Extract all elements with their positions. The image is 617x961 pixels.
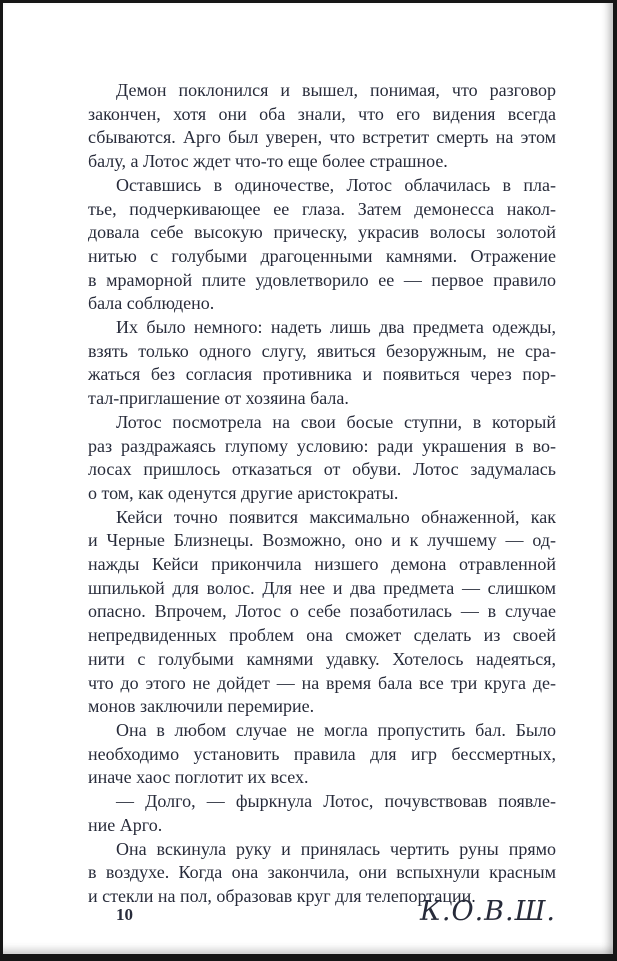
- text-line: Она вскинула руку и принялась чертить руны прямо: [116, 838, 556, 859]
- text-line: нити с голубыми камнями удавку. Хотелось надеяться,: [88, 648, 556, 669]
- text-line: закончен, хотя они оба знали, что его видения всегда: [88, 103, 556, 124]
- text-line: бала соблюдено.: [88, 293, 215, 314]
- text-line: непредвиденных проблем она сможет сделать из своей: [88, 625, 556, 646]
- text-line: иначе хаос поглотит их всех.: [88, 767, 309, 788]
- text-line: нажды Кейси прикончила низшего демона отравленной: [88, 554, 556, 575]
- text-line: Оставшись в одиночестве, Лотос облачилась в пла-: [116, 174, 556, 195]
- text-line: лосах пришлось отказаться от обуви. Лотос задумалась: [88, 459, 556, 480]
- page-footer: [88, 896, 556, 927]
- text-line: шпилькой для волос. Для нее и два предмета — слишком: [88, 577, 556, 598]
- text-line: Кейси точно появится максимально обнаженной, как: [116, 506, 556, 527]
- text-line: жаться без согласия противника и появиться через пор-: [88, 364, 556, 385]
- text-line: в мраморной плите удовлетворило ее — первое правило: [88, 269, 556, 290]
- text-line: о том, как оденутся другие аристократы.: [88, 482, 399, 503]
- text-line: нитью с голубыми драгоценными камнями. Отражение: [88, 245, 556, 266]
- text-line: балу, а Лотос ждет что-то еще более страшное.: [88, 151, 448, 172]
- text-line: довала себе высокую прическу, украсив волосы золотой: [88, 222, 556, 243]
- text-line: Лотос посмотрела на свои босые ступни, в который: [116, 411, 556, 432]
- text-line: опасно. Впрочем, Лотос о себе позаботилась — в случае: [88, 601, 556, 622]
- text-line: Она в любом случае не могла пропустить бал. Было: [116, 719, 556, 740]
- text-line: тал-приглашение от хозяина бала.: [88, 388, 349, 409]
- text-line: и Черные Близнецы. Возможно, оно и к лучшему — од-: [88, 530, 556, 551]
- text-line: что до этого не дойдет — на время бала все три круга де-: [88, 672, 556, 693]
- page-text: [88, 79, 556, 909]
- text-line: необходимо установить правила для игр бессмертных,: [88, 743, 556, 764]
- text-line: и стекли на пол, образовав круг для телепортации.: [88, 885, 476, 906]
- author-signature: К.О.В.Ш.: [419, 896, 556, 927]
- text-line: ние Арго.: [88, 814, 163, 835]
- text-line: взять только одного слугу, явиться безоружным, не сра-: [88, 340, 556, 361]
- text-line: в воздухе. Когда она закончила, они вспыхнули красным: [88, 862, 556, 883]
- text-line: Их было немного: надеть лишь два предмета одежды,: [116, 317, 556, 338]
- text-line: — Долго, — фыркнула Лотос, почувствовав появле-: [116, 791, 556, 812]
- text-line: Демон поклонился и вышел, понимая, что разговор: [116, 80, 556, 100]
- text-line: сбываются. Арго был уверен, что встретит смерть на этом: [88, 127, 556, 148]
- text-line: раз раздражаясь глупому условию: ради украшения в во-: [88, 435, 556, 456]
- text-line: монов заключили перемирие.: [88, 696, 315, 717]
- text-line: тье, подчеркивающее ее глаза. Затем демонесса накол-: [88, 198, 556, 219]
- page-number: 10: [116, 905, 133, 924]
